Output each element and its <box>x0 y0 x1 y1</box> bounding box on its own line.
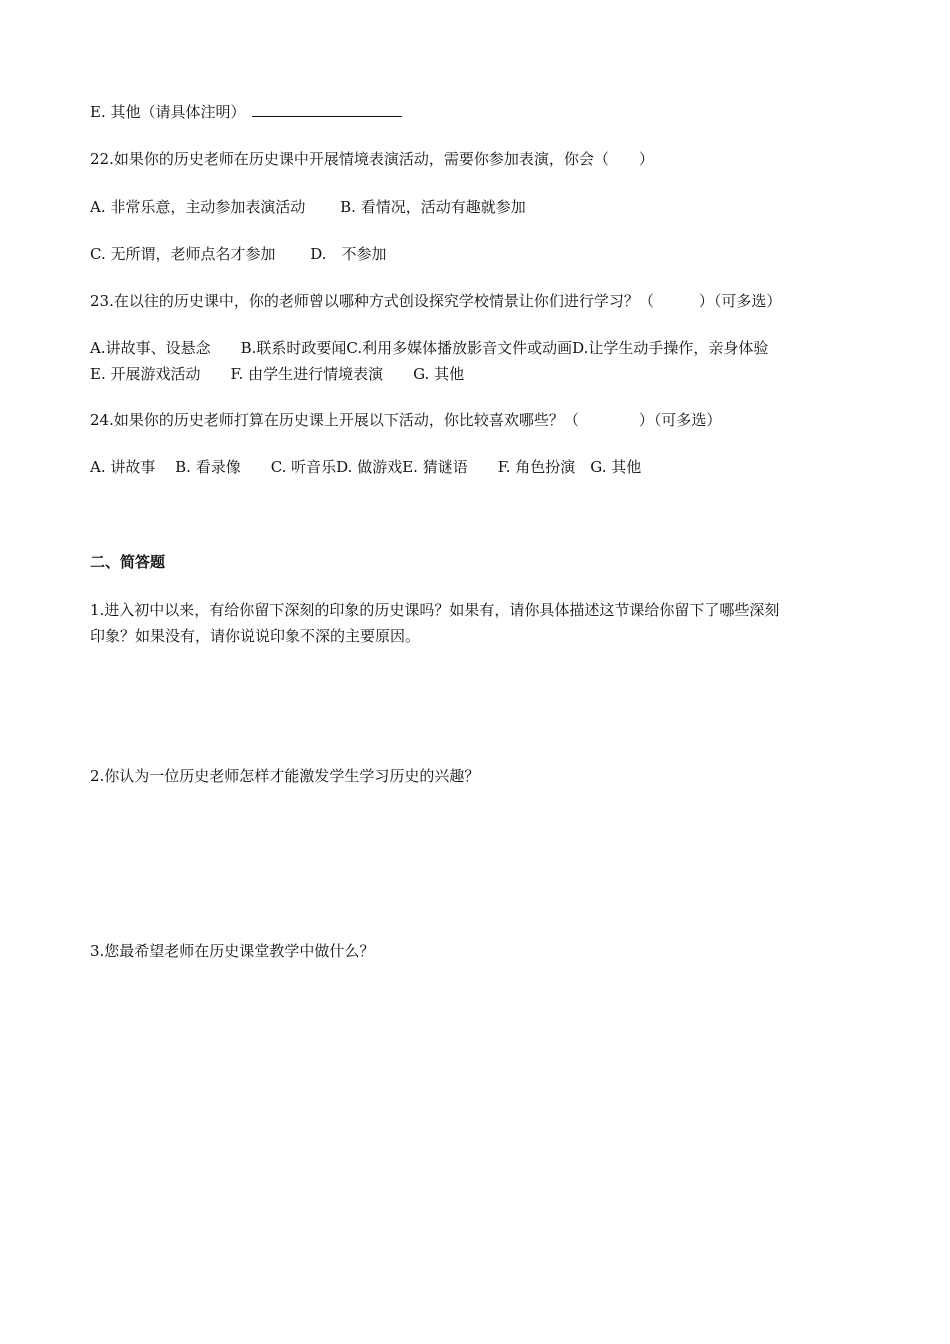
short-answer-q2: 2.你认为一位历史老师怎样才能激发学生学习历史的兴趣？ <box>90 767 480 785</box>
q22-stem: 22.如果你的历史老师在历史课中开展情境表演活动，需要你参加表演，你会（ ） <box>90 150 654 168</box>
q24-stem: 24.如果你的历史老师打算在历史课上开展以下活动，你比较喜欢哪些？（ ）（可多选） <box>90 411 722 429</box>
q23-stem: 23.在以往的历史课中，你的老师曾以哪种方式创设探究学校情景让你们进行学习？（ ）（可多选） <box>90 292 782 310</box>
q21-option-e <box>90 102 402 122</box>
section2-heading: 二、简答题 <box>90 553 166 571</box>
q24-options: A. 讲故事 B. 看录像 C. 听音乐D. 做游戏E. 猜谜语 F. 角色扮演 G. 其他 <box>90 458 642 476</box>
short-answer-q1-line2: 印象？如果没有，请你说说印象不深的主要原因。 <box>90 627 421 645</box>
q22-options-cd: C. 无所谓，老师点名才参加 D. 不参加 <box>90 245 387 263</box>
answer-blank-line[interactable] <box>252 102 402 117</box>
short-answer-q3: 3.您最希望老师在历史课堂教学中做什么？ <box>90 942 375 960</box>
q21-option-e-text: E. 其他（请具体注明） <box>90 103 246 121</box>
q23-options-line2: E. 开展游戏活动 F. 由学生进行情境表演 G. 其他 <box>90 365 465 383</box>
short-answer-q1-line1: 1.进入初中以来，有给你留下深刻的印象的历史课吗？如果有，请你具体描述这节课给你留下了哪些深刻 <box>90 601 780 619</box>
q22-options-ab: A. 非常乐意，主动参加表演活动 B. 看情况，活动有趣就参加 <box>90 198 526 216</box>
q23-options-line1: A.讲故事、设悬念 B.联系时政要闻C.利用多媒体播放影音文件或动画D.让学生动手操作，亲身体验 <box>90 339 769 357</box>
